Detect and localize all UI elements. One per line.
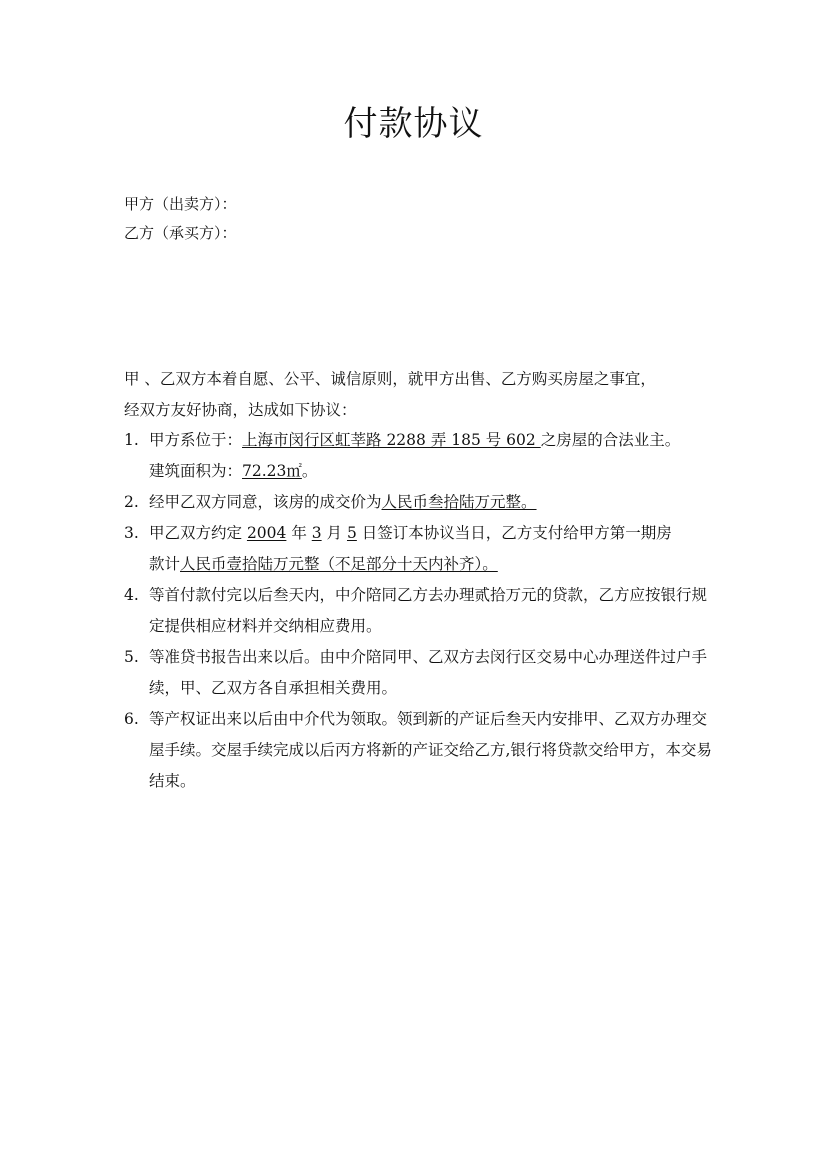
- document-title: 付款协议: [343, 104, 484, 144]
- clause-3: [124, 518, 714, 580]
- clause-number: 2.: [124, 493, 139, 511]
- clause-1: [124, 425, 714, 487]
- intro-paragraph: [124, 364, 714, 426]
- clause-text: 等准贷书报告出来以后。由中介陪同甲、乙双方去闵行区交易中心办理送件过户手续，甲、乙双方各自承担相关费用。: [149, 648, 708, 697]
- clause-2: [124, 487, 714, 518]
- party-a-label: 甲方（出卖方）：: [124, 195, 237, 213]
- first-payment: 人民币壹拾陆万元整（不足部分十天内补齐）。: [180, 555, 498, 573]
- clause-text-segment: 甲乙双方约定: [149, 524, 247, 542]
- clause-text: [149, 425, 714, 487]
- clause-number: 6.: [124, 710, 139, 728]
- clause-number: 1.: [124, 431, 139, 449]
- clause-5: [124, 642, 714, 704]
- property-address: 上海市闵行区虹莘路 2288 弄 185 号 602: [242, 431, 541, 449]
- sale-price: 人民币叁拾陆万元整。: [381, 493, 537, 511]
- clause-number: 5.: [124, 648, 139, 666]
- clause-text: [149, 487, 714, 518]
- clause-text-segment: 之房屋的合法业主。: [540, 431, 681, 449]
- clause-number: 4.: [124, 586, 139, 604]
- intro-line-1: 甲 、乙双方本着自愿、公平、诚信原则，就甲方出售、乙方购买房屋之事宜，: [124, 370, 656, 388]
- clause-text: 等产权证出来以后由中介代为领取。领到新的产证后叁天内安排甲、乙双方办理交屋手续。交屋手续完成以后丙方将新的产证交给乙方,银行将贷款交给甲方，本交易结束。: [149, 710, 712, 790]
- party-b-label: 乙方（承买方）：: [124, 224, 237, 242]
- clause-text: 等首付款付完以后叁天内，中介陪同乙方去办理贰拾万元的贷款，乙方应按银行规定提供相应材料并交纳相应费用。: [149, 586, 708, 635]
- clause-text-segment: 款计: [149, 555, 181, 573]
- sign-month: 3: [311, 524, 322, 542]
- clause-text-segment: 日签订本协议当日，乙方支付给甲方第一期房: [356, 524, 672, 542]
- sign-day: 5: [346, 524, 357, 542]
- parties-block: [124, 190, 237, 248]
- clause-text-segment: 经甲乙双方同意，该房的成交价为: [149, 493, 382, 511]
- clause-text-segment: 年: [286, 524, 312, 542]
- clause-text-segment: 。: [301, 462, 318, 480]
- floor-area: 72.23㎡: [242, 462, 302, 480]
- clause-text-segment: 月: [321, 524, 347, 542]
- clause-text-segment: 甲方系位于：: [149, 431, 243, 449]
- sign-year: 2004: [246, 524, 287, 542]
- clause-list: [124, 425, 714, 797]
- clause-text-segment: 建筑面积为：: [149, 462, 243, 480]
- clause-number: 3.: [124, 524, 139, 542]
- clause-4: [124, 580, 714, 642]
- clause-6: [124, 704, 714, 797]
- intro-line-2: 经双方友好协商，达成如下协议：: [124, 401, 357, 419]
- clause-text: [149, 518, 714, 580]
